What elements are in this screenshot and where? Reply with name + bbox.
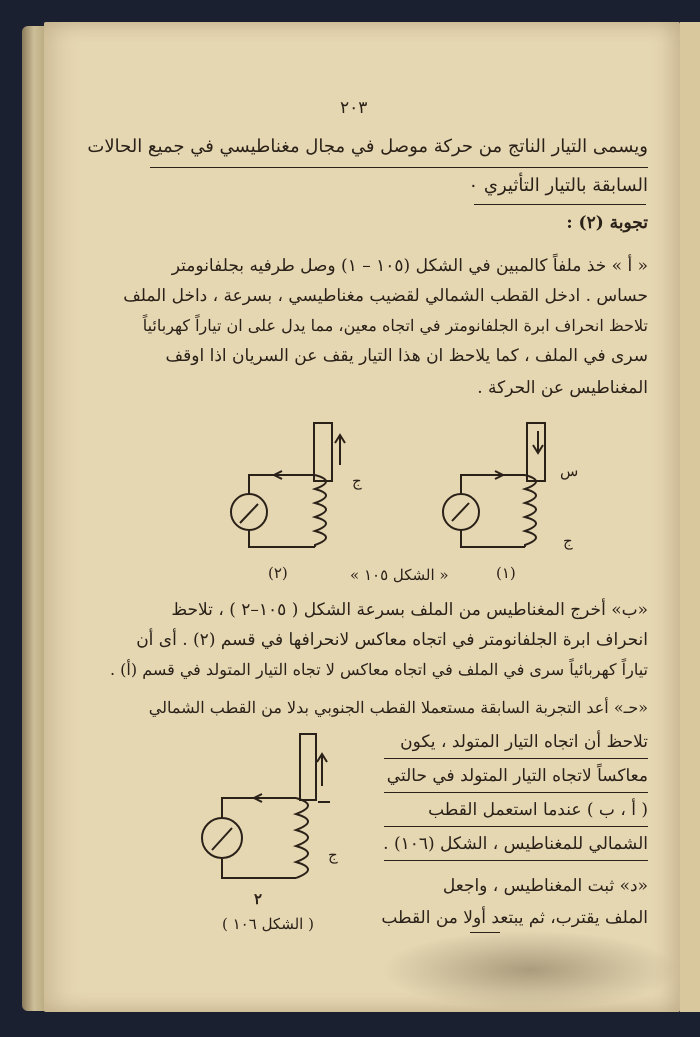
- figure-105-part-2: [231, 423, 345, 547]
- text-line-11: تياراً كهربائياً سرى في الملف في اتجاه معاكس لا تجاه التيار المتولد في قسم (أ) .: [110, 660, 648, 679]
- text-line-12: «حـ» أعد التجربة السابقة مستعملا القطب الجنوبي بدلا من القطب الشمالي: [148, 698, 648, 717]
- text-line-1: ويسمى التيار الناتج من حركة موصل في مجال مغناطيسي في جميع الحالات: [87, 136, 648, 157]
- figure-105-pole-j-left: ج: [352, 472, 362, 490]
- figure-105-pole-s: س: [560, 462, 579, 480]
- shadow: [380, 930, 680, 1010]
- text-line-17: «د» ثبت المغناطيس ، واجعل: [442, 876, 648, 896]
- text-line-15: ( أ ، ب ) عندما استعمل القطب: [428, 800, 648, 820]
- text-line-6: تلاحظ انحراف ابرة الجلفانومتر في اتجاه معين، مما يدل على ان تياراً كهربائياً: [142, 316, 648, 335]
- text-line-4: « أ » خذ ملفاً كالمبين في الشكل (١٠٥ – ١) وصل طرفيه بجلفانومتر: [171, 256, 648, 276]
- text-line-7: سرى في الملف ، كما يلاحظ ان هذا التيار يقف عن السريان اذا اوقف: [165, 346, 648, 366]
- text-line-2: السابقة بالتيار التأثيري ٠: [468, 175, 648, 196]
- figure-105-caption: « الشكل ١٠٥ »: [350, 566, 449, 584]
- figure-106-caption: ( الشكل ١٠٦ ): [222, 915, 314, 933]
- text-line-14: معاكساً لاتجاه التيار المتولد في حالتي: [386, 766, 648, 786]
- text-line-16: الشمالي للمغناطيس ، الشكل (١٠٦) .: [383, 834, 648, 854]
- text-line-8: المغناطيس عن الحركة .: [477, 378, 648, 398]
- underline-1: [150, 167, 648, 168]
- figure-106-number: ٢: [254, 890, 263, 908]
- section-heading: تجوبة (٢) :: [566, 213, 648, 233]
- underline-2: [474, 204, 646, 205]
- figure-105-label-2: (٢): [268, 564, 288, 582]
- figure-105-pole-j-right: ج: [563, 532, 573, 550]
- text-line-10: انحراف ابرة الجلفانومتر في اتجاه معاكس لانحرافها في قسم (٢) . أى أن: [136, 630, 648, 650]
- text-line-13: تلاحظ أن اتجاه التيار المتولد ، يكون: [400, 732, 648, 752]
- figure-105-label-1: (١): [496, 564, 516, 582]
- figure-105-part-1: [443, 423, 545, 547]
- figure-106-diagram: [0, 730, 700, 930]
- figure-106-pole-j: ج: [328, 846, 338, 864]
- text-line-18: الملف يقترب، ثم يبتعد أولا من القطب: [381, 908, 648, 928]
- page-number: ٢٠٣: [340, 98, 368, 118]
- text-line-5: حساس . ادخل القطب الشمالي لقضيب مغناطيسي ، بسرعة ، داخل الملف: [123, 286, 648, 306]
- figure-105-diagram: [0, 415, 700, 615]
- text-line-9: «ب» أخرج المغناطيس من الملف بسرعة الشكل ( ١٠٥–٢ ) ، تلاحظ: [171, 600, 648, 620]
